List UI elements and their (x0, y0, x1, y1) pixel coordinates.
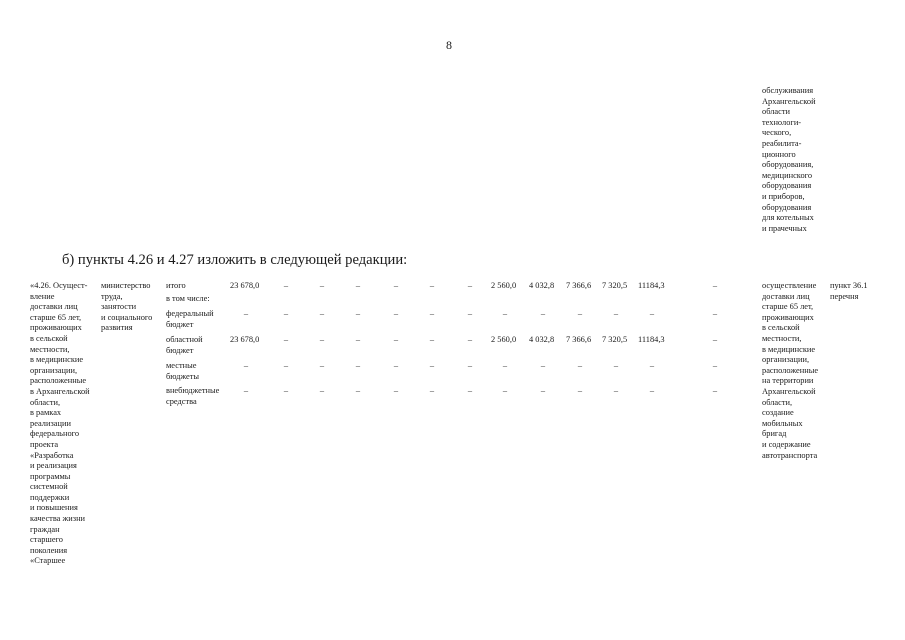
value-cell: – (429, 309, 435, 318)
text-line: проживающих (762, 312, 814, 322)
value-cell: – (613, 386, 619, 395)
section-heading: б) пункты 4.26 и 4.27 изложить в следующей редакции: (62, 252, 408, 268)
text-line: старше 65 лет, (762, 302, 814, 312)
text-line: местности, (30, 344, 70, 354)
text-line: поколения (30, 545, 68, 555)
value-cell: – (649, 361, 655, 370)
text-line: бригад (762, 429, 787, 439)
text-line: пункт 36.1 (830, 281, 868, 290)
value-cell: – (355, 281, 361, 290)
value-cell: – (429, 361, 435, 370)
text-line: для котельных (762, 213, 814, 223)
text-line: организации, (30, 365, 78, 375)
text-line: и приборов, (762, 191, 805, 201)
value-cell: 23 678,0 (230, 335, 260, 344)
text-line: в том числе: (166, 294, 210, 303)
value-cell: – (243, 361, 249, 370)
value-cell: 11184,3 (638, 335, 665, 344)
value-cell: 23 678,0 (230, 281, 260, 290)
text-line: поддержки (30, 492, 70, 502)
text-line: проживающих (30, 323, 82, 333)
text-line: в Архангельской (30, 386, 90, 396)
text-line: в медицинские (30, 355, 84, 365)
value-cell: – (319, 361, 325, 370)
value-cell: – (712, 386, 718, 395)
text-line: обслуживания (762, 86, 814, 95)
value-cell: – (540, 386, 546, 395)
value-cell: 2 560,0 (491, 281, 517, 290)
text-line: и содержание (762, 439, 811, 449)
value-cell: – (283, 335, 289, 344)
text-line: оборудования, (762, 160, 814, 170)
text-line: создание (762, 408, 794, 418)
text-line: ционного (762, 149, 796, 159)
text-line: внебюджетные (166, 386, 220, 395)
text-line: развития (101, 323, 133, 333)
text-line: технологи- (762, 117, 802, 127)
text-line: реализации (30, 418, 71, 428)
text-line: мобильных (762, 418, 803, 428)
value-cell: – (467, 386, 473, 395)
text-line: проекта (30, 439, 59, 449)
text-line: перечня (830, 291, 859, 301)
text-line: организации, (762, 355, 810, 365)
text-line: и реализация (30, 461, 77, 471)
text-line: медицинского (762, 170, 813, 180)
value-cell: – (243, 309, 249, 318)
value-cell: – (502, 386, 508, 395)
text-line: и повышения (30, 503, 78, 513)
text-line: ческого, (762, 128, 792, 138)
text-line: реабилита- (762, 138, 802, 148)
text-line: расположенные (30, 376, 87, 386)
text-line: занятости (101, 302, 137, 312)
funding-source-label (166, 335, 230, 356)
value-cell: – (577, 361, 583, 370)
text-line: расположенные (762, 365, 819, 375)
value-cell: 7 366,6 (566, 335, 592, 344)
text-line: «Разработка (30, 450, 74, 460)
value-cell: – (502, 361, 508, 370)
value-cell: – (283, 281, 289, 290)
text-line: области (762, 107, 790, 117)
value-cell: – (319, 335, 325, 344)
value-cell: – (467, 335, 473, 344)
text-line: граждан (30, 524, 60, 534)
item-name-cell (30, 281, 90, 567)
value-cell: – (319, 386, 325, 395)
value-cell: – (319, 309, 325, 318)
text-line: старшего (30, 535, 63, 545)
value-cell: – (577, 309, 583, 318)
text-line: оборудования (762, 181, 812, 191)
value-cell: – (429, 386, 435, 395)
value-cell: – (393, 309, 399, 318)
text-line: доставки лиц (30, 302, 78, 312)
value-cell: – (467, 309, 473, 318)
text-line: средства (166, 396, 197, 406)
value-cell: – (649, 309, 655, 318)
text-line: в медицинские (762, 344, 816, 354)
text-line: бюджеты (166, 371, 200, 381)
funding-source-label (166, 361, 230, 382)
value-cell: – (467, 361, 473, 370)
text-line: федеральный (166, 309, 214, 318)
text-line: доставки лиц (762, 291, 810, 301)
text-line: вление (30, 291, 55, 301)
page-number: 8 (446, 38, 452, 52)
value-cell: – (613, 361, 619, 370)
text-line: «4.26. Осущест- (30, 281, 88, 290)
text-line: области, (30, 397, 61, 407)
reference-cell (830, 281, 868, 302)
value-cell: – (502, 309, 508, 318)
text-line: министерство (101, 281, 151, 290)
value-cell: – (393, 361, 399, 370)
value-cell: – (355, 361, 361, 370)
value-cell: 11184,3 (638, 281, 665, 290)
text-line: на территории (762, 376, 814, 386)
value-cell: – (429, 335, 435, 344)
text-line: старше 65 лет, (30, 312, 82, 322)
value-cell: 4 032,8 (529, 281, 555, 290)
continued-result-cell (762, 86, 816, 234)
value-cell: 7 320,5 (602, 281, 628, 290)
value-cell: – (712, 309, 718, 318)
value-cell: – (393, 335, 399, 344)
text-line: Архангельской (762, 386, 816, 396)
text-line: и прачечных (762, 223, 807, 233)
text-line: областной (166, 335, 203, 344)
value-cell: – (613, 309, 619, 318)
value-cell: – (540, 361, 546, 370)
value-cell: – (649, 386, 655, 395)
value-cell: – (283, 309, 289, 318)
value-cell: – (243, 386, 249, 395)
text-line: итого (166, 281, 186, 290)
value-cell: – (429, 281, 435, 290)
text-line: труда, (101, 291, 123, 301)
text-line: программы (30, 471, 71, 481)
text-line: местности, (762, 333, 802, 343)
funding-source-label (166, 309, 230, 330)
text-line: местные (166, 361, 197, 370)
value-cell: – (355, 386, 361, 395)
text-line: в рамках (30, 408, 62, 418)
funding-source-label (166, 386, 230, 407)
value-cell: – (283, 361, 289, 370)
value-cell: – (283, 386, 289, 395)
value-cell: – (712, 361, 718, 370)
value-cell: 7 320,5 (602, 335, 628, 344)
text-line: бюджет (166, 345, 194, 355)
value-cell: – (712, 281, 718, 290)
value-cell: – (540, 309, 546, 318)
text-line: в сельской (762, 323, 800, 333)
text-line: в сельской (30, 333, 68, 343)
expected-result-cell (762, 281, 818, 461)
text-line: федерального (30, 429, 80, 439)
text-line: автотранспорта (762, 450, 818, 460)
value-cell: – (393, 386, 399, 395)
value-cell: – (393, 281, 399, 290)
funding-source-label (166, 281, 230, 292)
value-cell: 7 366,6 (566, 281, 592, 290)
text-line: оборудования (762, 202, 812, 212)
value-cell: – (355, 309, 361, 318)
text-line: бюджет (166, 319, 194, 329)
text-line: Архангельской (762, 96, 816, 106)
text-line: системной (30, 482, 68, 492)
value-cell: 4 032,8 (529, 335, 555, 344)
text-line: и социального (101, 312, 153, 322)
value-cell: – (712, 335, 718, 344)
funding-source-label (166, 294, 230, 305)
value-cell: – (319, 281, 325, 290)
value-cell: – (467, 281, 473, 290)
text-line: осуществление (762, 281, 817, 290)
value-cell: – (355, 335, 361, 344)
text-line: «Старшее (30, 556, 66, 566)
text-line: качества жизни (30, 514, 86, 524)
text-line: области, (762, 397, 793, 407)
value-cell: 2 560,0 (491, 335, 517, 344)
value-cell: – (577, 386, 583, 395)
